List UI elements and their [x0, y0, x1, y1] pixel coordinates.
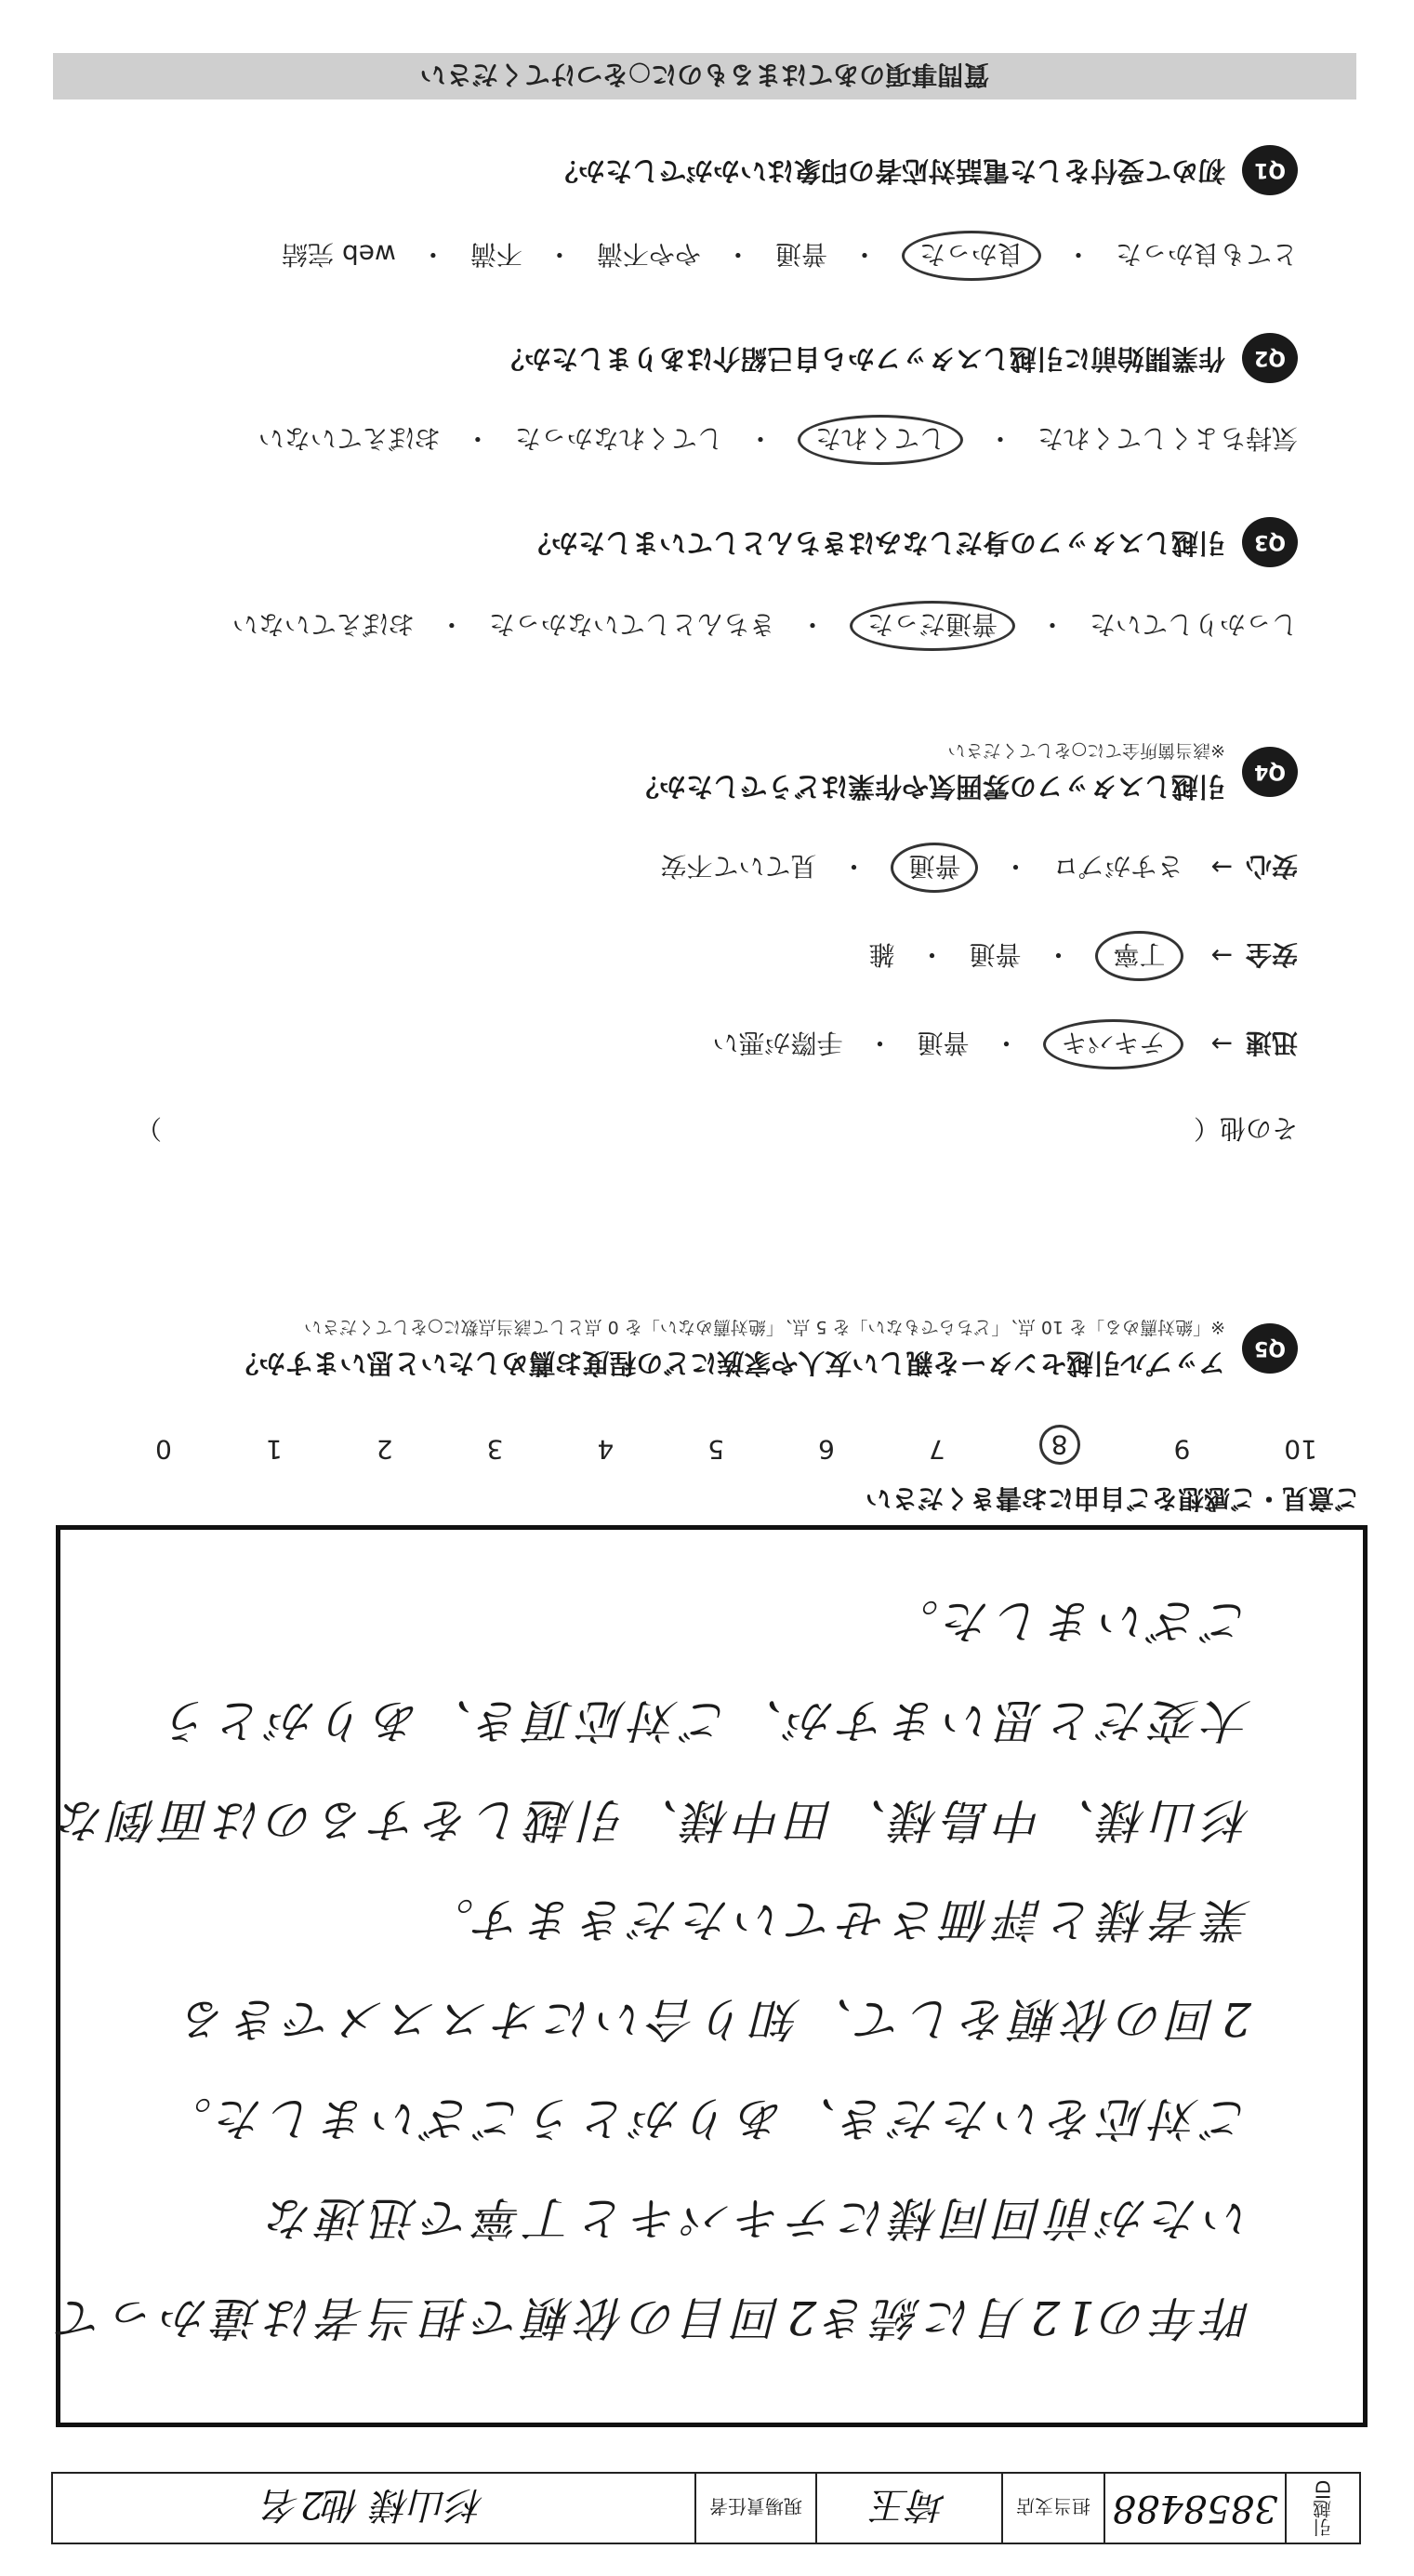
q1-option[interactable]: 普通: [774, 239, 827, 270]
comment-box[interactable]: [52, 1525, 1368, 2427]
q1-badge: Q1: [1242, 145, 1298, 195]
q5-text: アップル引越センターを親しい友人や家族にどの程度お薦めしたいと思いますか？: [231, 1348, 1225, 1379]
q5-badge: Q5: [1242, 1323, 1298, 1374]
transfer-id-value: [1103, 2474, 1285, 2543]
q4-option[interactable]: 普通: [969, 939, 1022, 970]
supervisor-value: [53, 2474, 694, 2543]
q5-scale: [155, 1425, 1317, 1465]
q3-option[interactable]: しっかりしていた: [1089, 609, 1298, 640]
q3-option-selected[interactable]: 普通だった: [850, 601, 1015, 651]
q4-row-speed: 迅速 → テキパキ ・ 普通 ・ 手際が悪い: [84, 1019, 1298, 1069]
q2-text: 作業開始前に引越しスタッフから自己紹介はありましたか？: [496, 342, 1225, 375]
scale-option-9[interactable]: 9: [1173, 1434, 1191, 1465]
arrow-right-icon: →: [1210, 940, 1233, 972]
comment-line: 大変だと思いますが、ご対応頂き、ありがとう: [160, 1693, 1251, 1747]
q3-options: しっかりしていた ・ 普通だった ・ きちんとしていなかった ・ おぼえていない: [84, 601, 1298, 651]
transfer-id-label: 引越ID: [1285, 2474, 1359, 2543]
section-title-bar: 質問事項のあてはまるものに○をつけてください: [53, 53, 1356, 100]
q2-options: 気持ちよくしてくれた ・ してくれた ・ してくれなかった ・ おぼえていない: [84, 415, 1298, 465]
q4-body: [632, 739, 1225, 804]
scale-option-4[interactable]: 4: [597, 1434, 614, 1465]
comment-line: 業者様と評価させていただきます。: [422, 1892, 1251, 1946]
q1-option[interactable]: とても良かった: [1115, 239, 1298, 270]
branch-label: 担当支店: [1001, 2474, 1103, 2543]
q4-other-input[interactable]: [162, 1111, 1194, 1149]
q4-note: ※該当箇所全てに○をしてください: [947, 739, 1225, 761]
q4-row-label: 迅速: [1245, 1028, 1298, 1058]
q2-option[interactable]: 気持ちよくしてくれた: [1037, 423, 1298, 454]
comment-line: ご対応をいただき、ありがとうございました。: [160, 2091, 1251, 2145]
q4-row-reassurance: 安心 → さすがプロ ・ 普通 ・ 見ていて不安: [84, 843, 1298, 893]
branch-value: [815, 2474, 1001, 2543]
scale-option-8-selected[interactable]: 8: [1039, 1425, 1080, 1465]
q1-option[interactable]: web 完結: [282, 239, 396, 270]
q3-option[interactable]: おぼえていない: [231, 609, 415, 640]
transfer-id-text: 3858488: [1112, 2487, 1278, 2530]
comment-line: 杉山様、中島様、田中様、引越しをするのは面倒な: [54, 1793, 1251, 1847]
question-q2: [497, 333, 1298, 383]
q2-option-selected[interactable]: してくれた: [798, 415, 963, 465]
comment-title: ご意見・ご感想をご自由にお書きください: [865, 1483, 1360, 1514]
q1-options: とても良かった ・ 良かった ・ 普通 ・ やや不満 ・ 不満 ・ web 完結: [84, 231, 1298, 281]
q1-text: 初めて受付をした電話対応者の印象はいかがでしたか？: [550, 154, 1225, 187]
scale-option-10[interactable]: 10: [1284, 1434, 1317, 1465]
q4-option[interactable]: 手際が悪い: [712, 1028, 843, 1058]
q4-row-safety: 安全 → 丁寧 ・ 普通 ・ 雑: [84, 931, 1298, 981]
q4-option[interactable]: さすがプロ: [1052, 851, 1183, 882]
q2-option[interactable]: おぼえていない: [258, 423, 441, 454]
q4-text: 引越しスタッフの雰囲気や作業はどうでしたか？: [631, 771, 1225, 803]
q4-other-row: [136, 1111, 1298, 1149]
supervisor-label: 現場責任者: [694, 2474, 815, 2543]
comment-line: 2回の依頼をして、知り合いにオススメできる: [176, 1992, 1251, 2046]
q4-row-label: 安全: [1245, 939, 1298, 970]
question-q4: [632, 739, 1298, 804]
scale-option-2[interactable]: 2: [376, 1434, 393, 1465]
q2-badge: Q2: [1242, 333, 1298, 383]
question-q3: [524, 517, 1298, 567]
scale-option-3[interactable]: 3: [486, 1434, 504, 1465]
arrow-right-icon: →: [1210, 852, 1233, 883]
q3-option[interactable]: きちんとしていなかった: [488, 609, 775, 640]
q4-other-close: ）: [136, 1113, 163, 1144]
scale-option-7[interactable]: 7: [928, 1434, 945, 1465]
comment-lines: [52, 1571, 1251, 2367]
question-q1: [551, 145, 1298, 195]
q4-other-label: その他（: [1193, 1113, 1298, 1144]
q1-option[interactable]: やや不満: [596, 239, 701, 270]
comment-line: いたが前回同様にテキパキと丁寧で迅速な: [262, 2191, 1251, 2245]
q4-option[interactable]: 普通: [917, 1028, 970, 1058]
branch-text: 埼玉: [872, 2483, 946, 2527]
q3-badge: Q3: [1242, 517, 1298, 567]
question-q5: [231, 1316, 1298, 1381]
header-info-table: [51, 2472, 1361, 2544]
q5-note: ※「絶対薦める」を 10 点、「どちらでもない」を 5 点、「絶対薦めない」を 0 点として該当点数に○をしてください: [304, 1316, 1225, 1337]
scale-option-0[interactable]: 0: [155, 1434, 172, 1465]
scale-option-1[interactable]: 1: [265, 1434, 283, 1465]
q4-option-selected[interactable]: 丁寧: [1096, 931, 1183, 981]
arrow-right-icon: →: [1210, 1029, 1233, 1060]
q4-option[interactable]: 雑: [868, 939, 895, 970]
q4-option-selected[interactable]: 普通: [891, 843, 978, 893]
q5-body: [231, 1316, 1225, 1381]
q4-option[interactable]: 見ていて不安: [660, 851, 817, 882]
comment-line: 昨年の12月に続き2回目の依頼で担当者は違かって: [52, 2291, 1251, 2344]
q1-option-selected[interactable]: 良かった: [902, 231, 1041, 281]
supervisor-text: 杉山様 他2名: [262, 2483, 485, 2527]
q4-row-label: 安心: [1245, 851, 1298, 882]
q4-option-selected[interactable]: テキパキ: [1044, 1019, 1183, 1069]
scale-option-6[interactable]: 6: [818, 1434, 835, 1465]
q3-text: 引越しスタッフの身だしなみはきちんとしていましたか？: [523, 526, 1225, 559]
q4-badge: Q4: [1242, 747, 1298, 797]
q1-option[interactable]: 不満: [469, 239, 522, 270]
q2-option[interactable]: してくれなかった: [514, 423, 723, 454]
comment-line: ございました。: [887, 1594, 1251, 1648]
scale-option-5[interactable]: 5: [707, 1434, 725, 1465]
